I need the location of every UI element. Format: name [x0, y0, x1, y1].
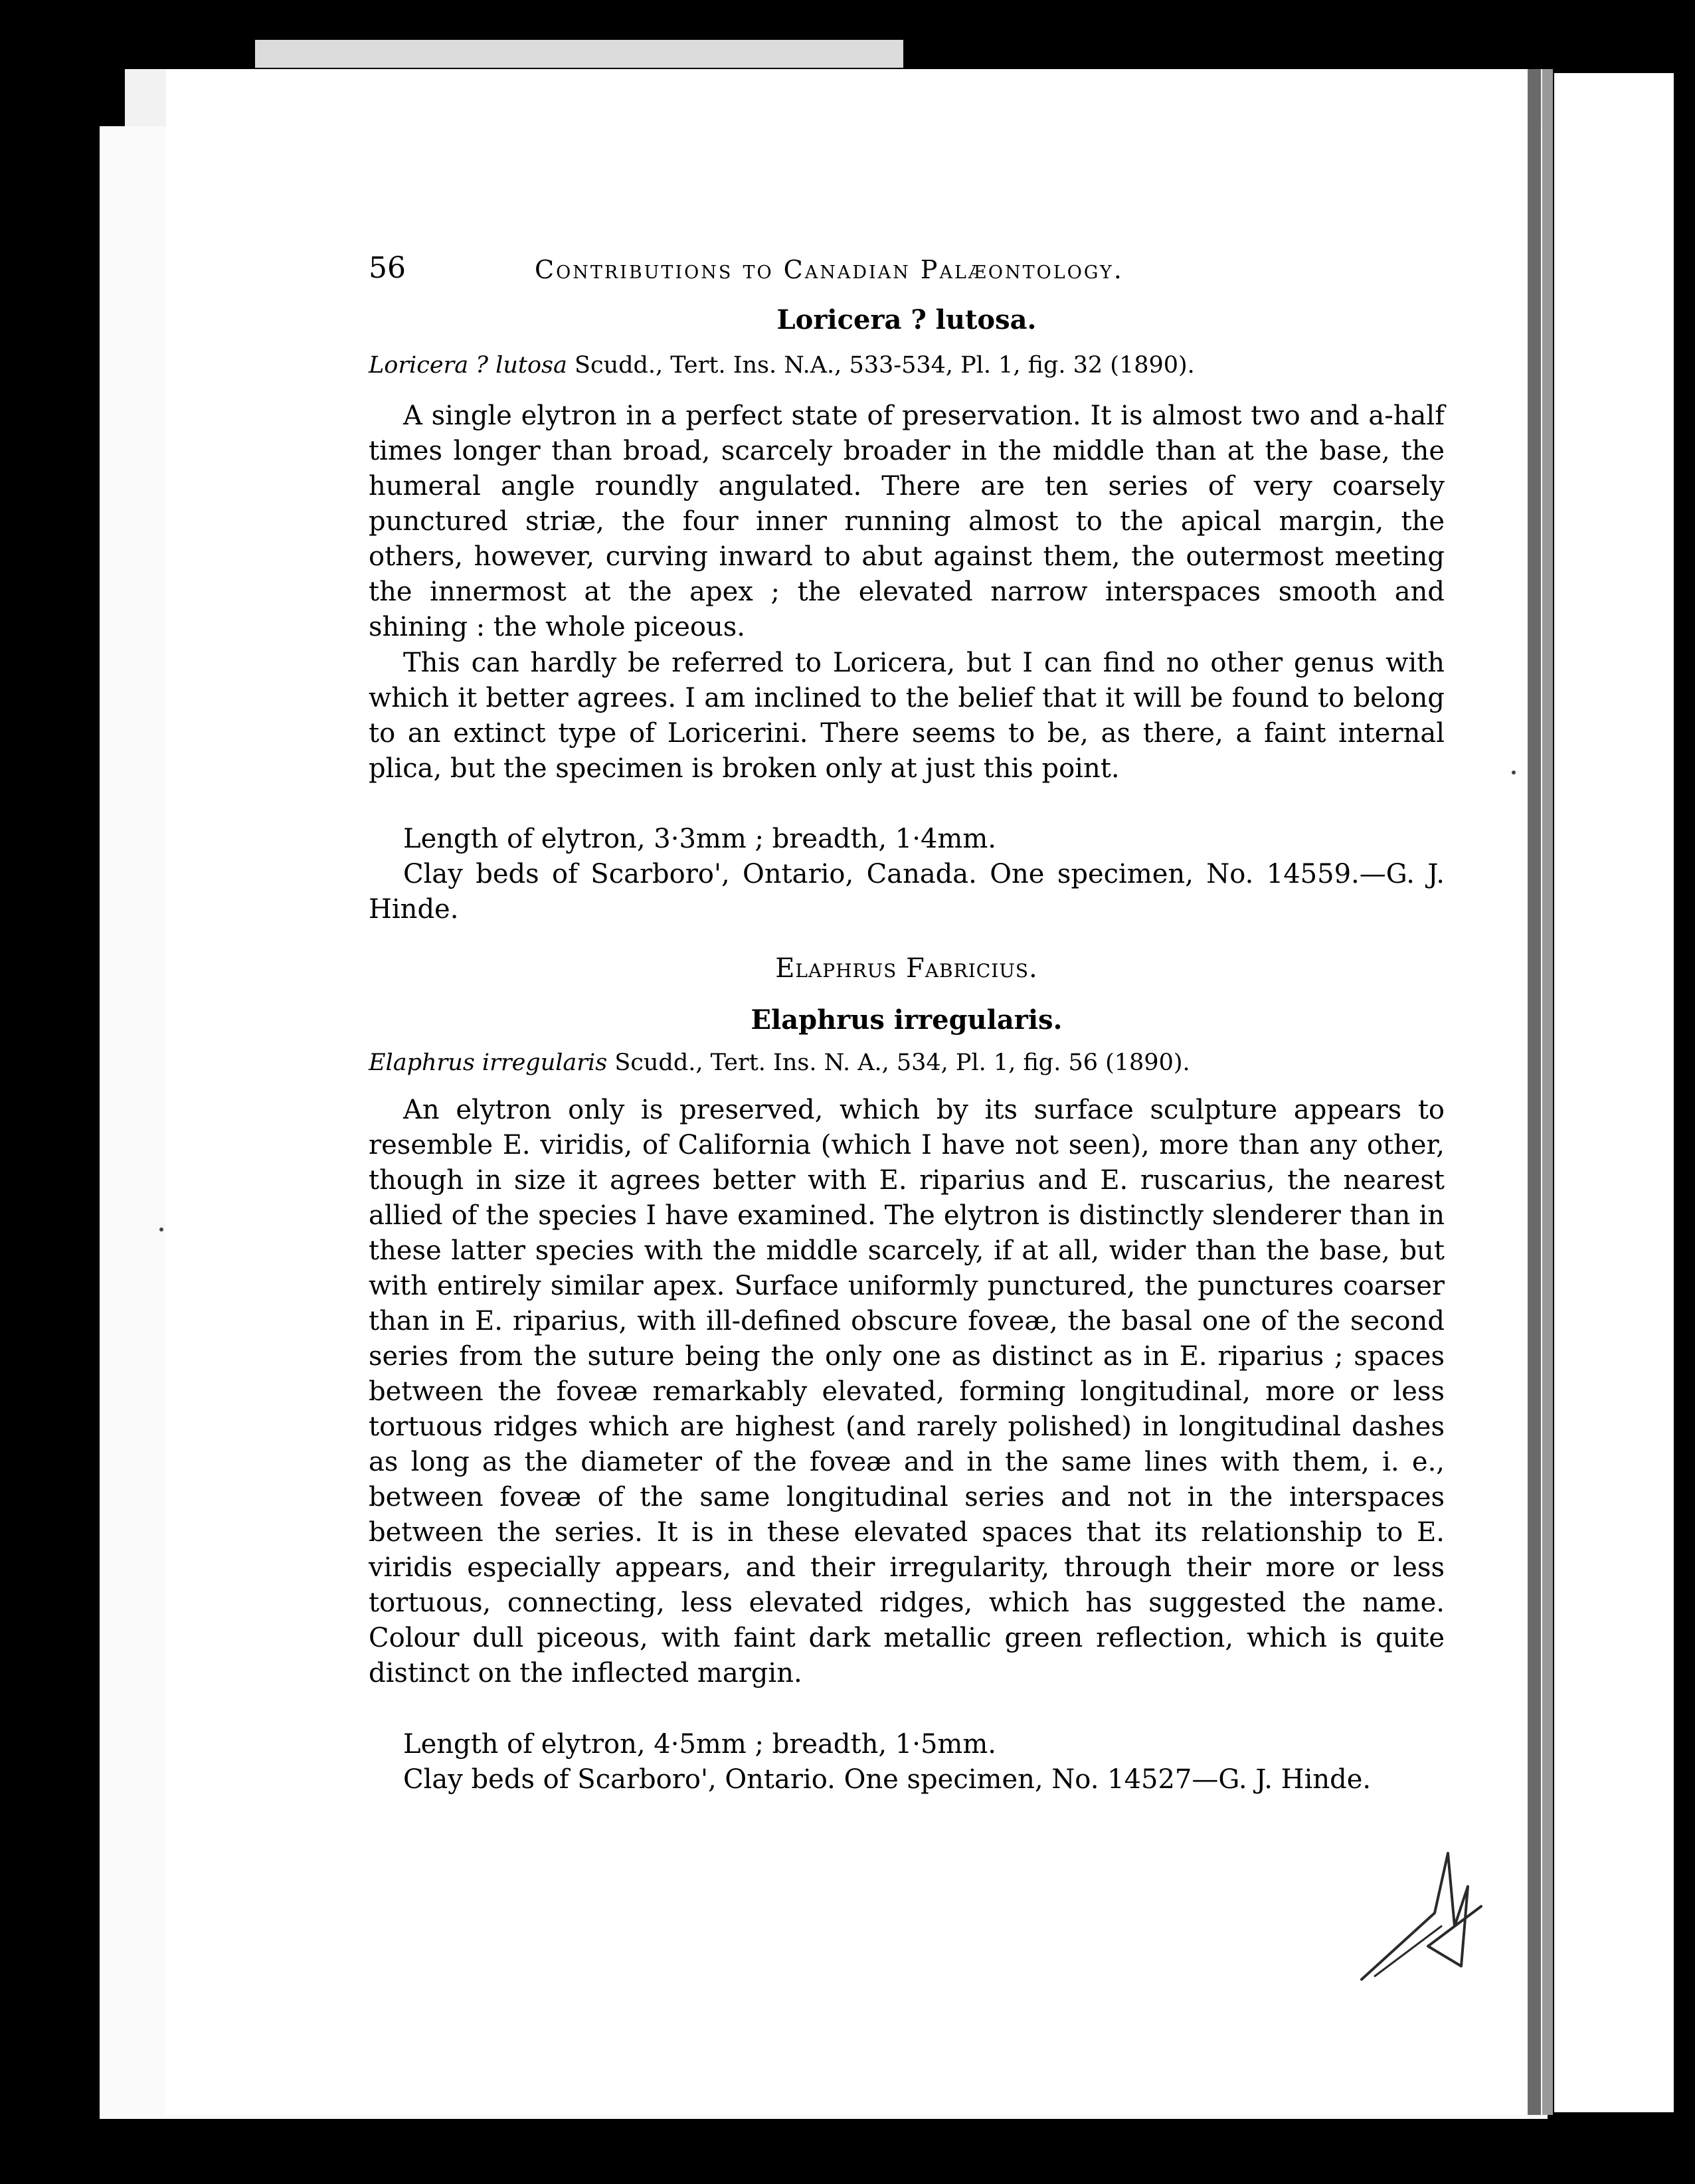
paragraph-remarks: This can hardly be referred to Loricera, but I can find no other genus with which it better agrees. I am inclined to the belief that it will be found to belong to an extinct type of Loricerini. There seems to be, as there, a faint internal plica, but the specimen is broken only at just this point.	[369, 648, 1445, 784]
speck	[1512, 771, 1516, 774]
page-number: 56	[369, 251, 406, 285]
citation-loricera	[369, 352, 1445, 379]
citation-taxon: Elaphrus irregularis	[369, 1049, 608, 1076]
handwritten-signature-mark	[1355, 1847, 1488, 1993]
species-heading-loricera: Loricera ? lutosa.	[776, 304, 1037, 335]
citation-elaphrus	[369, 1049, 1445, 1076]
species-heading-elaphrus: Elaphrus irregularis.	[751, 1004, 1063, 1036]
genus-line: Elaphrus Fabricius.	[775, 953, 1038, 984]
paragraph-description: An elytron only is preserved, which by its surface sculpture appears to resemble E. viridis, of California (which I have not seen), more than any other, though in size it agrees better with E. riparius and E. ruscarius, the nearest allied of the species I have examined. The elytron is distinctly slenderer than in these latter species with the middle scarcely, if at all, wider than the base, but with entirely similar apex. Surface uniformly punctured, the punctures coarser than in E. riparius, with ill-defined obscure foveæ, the basal one of the second series from the suture being the only one as distinct as in E. riparius ; spaces between the foveæ remarkably elevated, forming longitudinal, more or less tortuous ridges which are highest (and rarely polished) in longitudinal dashes as long as the diameter of the foveæ and in the same lines with them, i. e., between foveæ of the same longitudinal series and not in the interspaces between the series. It is in these elevated spaces that its relationship to E. viridis especially appears, and their irregularity, through their more or less tortuous, connecting, less elevated ridges, which has suggested the name. Colour dull piceous, with faint dark metallic green reflection, which is quite distinct on the inflected margin.	[369, 1095, 1445, 1688]
citation-reference: Scudd., Tert. Ins. N.A., 533-534, Pl. 1, fig. 32 (1890).	[567, 352, 1195, 379]
binding-edge	[1528, 69, 1541, 2115]
paragraph-measurements: Length of elytron, 4·5mm ; breadth, 1·5mm.	[403, 1729, 996, 1760]
facing-page-edge	[1554, 73, 1674, 2112]
paragraph-locality: Clay beds of Scarboro', Ontario. One specimen, No. 14527—G. J. Hinde.	[403, 1764, 1372, 1795]
running-head	[369, 251, 1445, 288]
top-paper-strip	[255, 40, 903, 68]
speck	[159, 1228, 163, 1231]
paragraph-description: A single elytron in a perfect state of preservation. It is almost two and a-half times longer than broad, scarcely broader in the middle than at the base, the humeral angle roundly angulated. There are ten series of very coarsely punctured striæ, the four inner running almost to the apical margin, the others, however, curving inward to abut against them, the outermost meeting the innermost at the apex ; the elevated narrow interspaces smooth and shining : the whole piceous.	[369, 401, 1445, 642]
running-title: Contributions to Canadian Palæontology.	[535, 255, 1124, 284]
citation-taxon: Loricera ? lutosa	[369, 352, 567, 379]
binding-edge-light	[1542, 69, 1553, 2115]
paragraph-measurements: Length of elytron, 3·3mm ; breadth, 1·4mm.	[403, 824, 996, 854]
citation-reference: Scudd., Tert. Ins. N. A., 534, Pl. 1, fig. 56 (1890).	[607, 1049, 1190, 1076]
paragraph-locality: Clay beds of Scarboro', Ontario, Canada. One specimen, No. 14559.—G. J. Hinde.	[369, 859, 1445, 925]
